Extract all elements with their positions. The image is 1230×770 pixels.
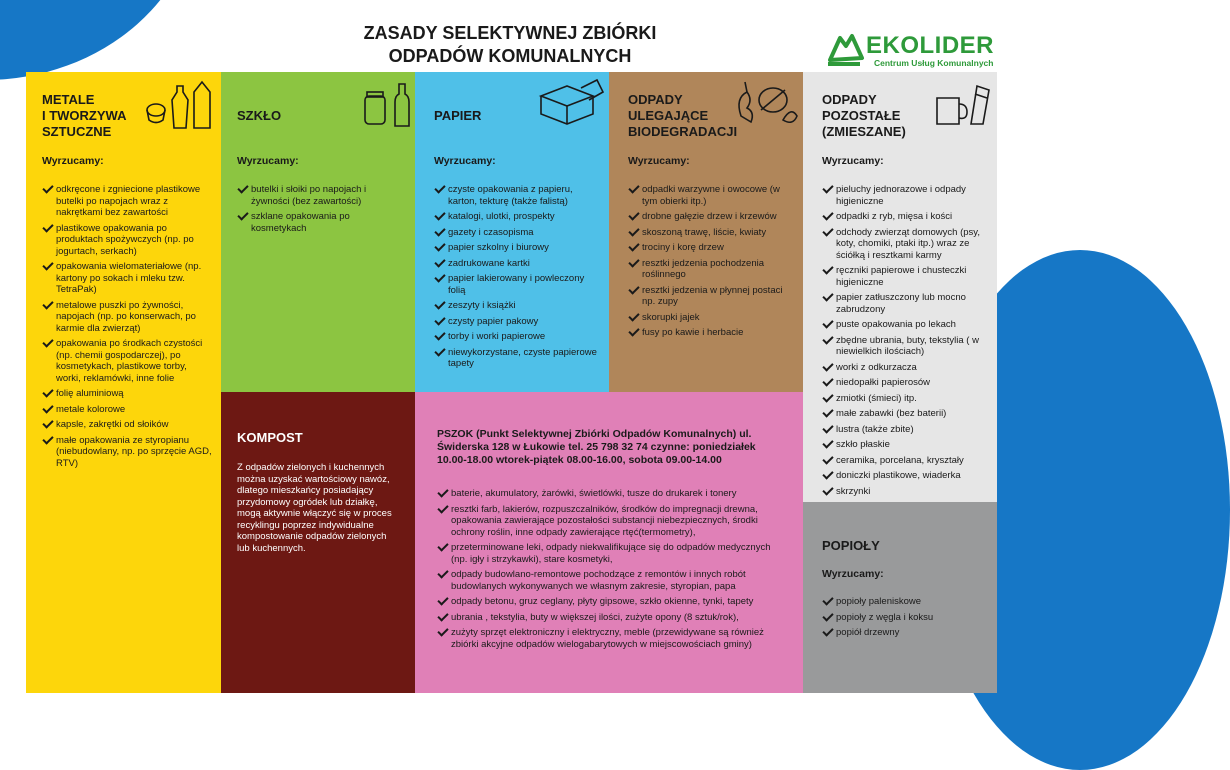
panel-title: POPIOŁY bbox=[822, 538, 880, 553]
checkmark-icon bbox=[437, 502, 448, 513]
list-item bbox=[822, 211, 992, 223]
list-item bbox=[434, 184, 602, 207]
list-item bbox=[628, 184, 796, 207]
paper-box-icon bbox=[537, 78, 605, 128]
list-item bbox=[42, 184, 212, 219]
list-item-text: resztki jedzenia pochodzenia roślinnego bbox=[642, 257, 764, 280]
list-item bbox=[434, 242, 602, 254]
list-item bbox=[822, 439, 992, 451]
checkmark-icon bbox=[434, 225, 445, 236]
list-item bbox=[628, 227, 796, 239]
list-item-text: kapsle, zakrętki od słoików bbox=[56, 419, 169, 430]
list-item-text: puste opakowania po lekach bbox=[836, 319, 956, 330]
list-item-text: popioły paleniskowe bbox=[836, 596, 922, 607]
panel-szklo bbox=[221, 72, 415, 392]
list-item-text: ceramika, porcelana, kryształy bbox=[836, 454, 964, 466]
list-item-text: małe zabawki (bez baterii) bbox=[836, 408, 947, 419]
list-item bbox=[822, 470, 992, 482]
panel-title: KOMPOST bbox=[237, 430, 303, 445]
metale-list bbox=[42, 184, 212, 473]
checkmark-icon bbox=[42, 433, 53, 444]
checkmark-icon bbox=[437, 486, 448, 497]
top-left-blue-shape bbox=[0, 0, 200, 80]
list-item-text: pieluchy jednorazowe i odpady higieniczne bbox=[836, 184, 966, 207]
list-item bbox=[822, 335, 992, 358]
list-item-text: szklane opakowania po kosmetykach bbox=[251, 211, 350, 234]
list-item bbox=[628, 327, 796, 339]
list-item bbox=[628, 312, 796, 324]
list-item-text: baterie, akumulatory, żarówki, świetlówki, tusze do drukarek i tonery bbox=[451, 488, 737, 499]
panel-metale bbox=[26, 72, 221, 693]
checkmark-icon bbox=[42, 298, 53, 309]
page-title: ZASADY SELEKTYWNEJ ZBIÓRKI ODPADÓW KOMUNALNYCH bbox=[363, 23, 657, 66]
checkmark-icon bbox=[822, 360, 833, 371]
list-item-text: metale kolorowe bbox=[56, 403, 126, 415]
pozostale-list bbox=[822, 184, 992, 517]
list-item-text: resztki jedzenia w płynnej postaci np. zupy bbox=[642, 284, 783, 307]
bio-list bbox=[628, 184, 796, 343]
list-item bbox=[822, 486, 992, 498]
list-item-text: odpadki z ryb, mięsa i kości bbox=[836, 211, 953, 222]
checkmark-icon bbox=[822, 263, 833, 274]
glass-jar-icon bbox=[361, 80, 413, 130]
list-item-text: popioły z węgla i koksu bbox=[836, 611, 934, 623]
list-item-text: popiół drzewny bbox=[836, 627, 900, 638]
pszok-heading: PSZOK (Punkt Selektywnej Zbiórki Odpadów Komunalnych) ul. Świderska 128 w Łukowie tel. 25 798 32 74 czynne: poniedziałek 10.00-18.00 wtorek-piątek 08.00-16.00, sobota 09.00-14.00 bbox=[437, 428, 756, 466]
list-item-text: skoszoną trawę, liście, kwiaty bbox=[642, 226, 767, 238]
panel-popioly bbox=[803, 502, 997, 693]
wyrzucamy-label: Wyrzucamy: bbox=[237, 155, 299, 167]
list-item bbox=[628, 258, 796, 281]
checkmark-icon bbox=[437, 540, 448, 551]
list-item-text: opakowania wielomateriałowe (np. kartony po sokach i mleku tzw. TetraPak) bbox=[56, 261, 202, 295]
list-item bbox=[822, 377, 992, 389]
list-item bbox=[237, 184, 407, 207]
list-item bbox=[822, 319, 992, 331]
list-item bbox=[822, 424, 992, 436]
list-item-text: drobne gałęzie drzew i krzewów bbox=[642, 211, 777, 222]
checkmark-icon bbox=[822, 484, 833, 495]
checkmark-icon bbox=[434, 314, 445, 325]
list-item bbox=[822, 227, 992, 262]
papier-list bbox=[434, 184, 602, 374]
list-item-text: worki z odkurzacza bbox=[836, 361, 917, 373]
checkmark-icon bbox=[628, 310, 639, 321]
list-item bbox=[42, 435, 212, 470]
checkmark-icon bbox=[822, 406, 833, 417]
list-item-text: plastikowe opakowania po produktach spożywczych (np. po jogurtach, serkach) bbox=[56, 222, 194, 257]
checkmark-icon bbox=[434, 240, 445, 251]
checkmark-icon bbox=[42, 417, 53, 428]
list-item bbox=[822, 184, 992, 207]
checkmark-icon bbox=[822, 375, 833, 386]
list-item bbox=[42, 338, 212, 384]
list-item-text: przeterminowane leki, odpady niekwalifikujące się do odpadów medycznych (np. igły i strzykawki), stare kosmetyki, bbox=[451, 542, 771, 565]
panel-title: SZKŁO bbox=[237, 108, 282, 123]
panel-title: METALE I TWORZYWA SZTUCZNE bbox=[42, 92, 127, 139]
list-item-text: zmiotki (śmieci) itp. bbox=[836, 392, 917, 404]
logo-subtitle: Centrum Usług Komunalnych bbox=[874, 58, 994, 68]
list-item bbox=[437, 504, 787, 539]
panel-title: PAPIER bbox=[434, 108, 482, 123]
list-item-text: papier zatłuszczony lub mocno zabrudzony bbox=[836, 292, 966, 315]
checkmark-icon bbox=[237, 182, 248, 193]
checkmark-icon bbox=[628, 325, 639, 336]
checkmark-icon bbox=[822, 453, 833, 464]
checkmark-icon bbox=[434, 329, 445, 340]
list-item-text: katalogi, ulotki, prospekty bbox=[448, 211, 555, 222]
wyrzucamy-label: Wyrzucamy: bbox=[434, 155, 496, 167]
wyrzucamy-label: Wyrzucamy: bbox=[822, 568, 884, 580]
recycle-arrow-icon bbox=[826, 30, 866, 68]
list-item-text: niewykorzystane, czyste papierowe tapety bbox=[448, 346, 597, 369]
list-item-text: zeszyty i książki bbox=[448, 300, 516, 311]
checkmark-icon bbox=[42, 259, 53, 270]
list-item-text: szkło płaskie bbox=[836, 439, 890, 450]
bottles-cans-icon bbox=[144, 78, 216, 130]
list-item-text: odpadki warzywne i owocowe (w tym obierki itp.) bbox=[642, 184, 780, 207]
checkmark-icon bbox=[628, 225, 639, 236]
list-item bbox=[42, 404, 212, 416]
list-item bbox=[822, 393, 992, 405]
checkmark-icon bbox=[822, 333, 833, 344]
list-item bbox=[822, 455, 992, 467]
list-item bbox=[42, 388, 212, 400]
pszok-list bbox=[437, 488, 787, 654]
checkmark-icon bbox=[822, 468, 833, 479]
list-item-text: papier lakierowany i powleczony folią bbox=[448, 273, 585, 296]
checkmark-icon bbox=[237, 209, 248, 220]
kompost-description: Z odpadów zielonych i kuchennych można uzyskać wartościowy nawóz, dlatego mieszkańcy posiadający przydomowy ogródek lub działkę, mogą aktywnie włączyć się w proces recyklingu poprzez indywidualne kompostowanie odpadów zielonych lub kuchennych. bbox=[237, 462, 392, 554]
list-item bbox=[42, 300, 212, 335]
list-item-text: odpady budowlano-remontowe pochodzące z remontów i innych robót budowlanych wykonywanych we własnym zakresie, styropian, papa bbox=[451, 569, 746, 592]
checkmark-icon bbox=[42, 336, 53, 347]
list-item-text: zadrukowane kartki bbox=[448, 257, 530, 269]
wyrzucamy-label: Wyrzucamy: bbox=[42, 155, 104, 167]
list-item bbox=[434, 258, 602, 270]
list-item-text: trociny i korę drzew bbox=[642, 242, 724, 253]
checkmark-icon bbox=[822, 625, 833, 636]
list-item bbox=[628, 211, 796, 223]
list-item bbox=[434, 273, 602, 296]
checkmark-icon bbox=[434, 298, 445, 309]
checkmark-icon bbox=[628, 209, 639, 220]
checkmark-icon bbox=[822, 391, 833, 402]
panel-papier bbox=[415, 72, 609, 392]
list-item bbox=[437, 612, 787, 624]
checkmark-icon bbox=[434, 182, 445, 193]
checkmark-icon bbox=[437, 594, 448, 605]
list-item-text: papier szkolny i biurowy bbox=[448, 242, 549, 253]
list-item bbox=[628, 285, 796, 308]
list-item-text: gazety i czasopisma bbox=[448, 226, 534, 238]
list-item-text: odchody zwierząt domowych (psy, koty, chomiki, ptaki itp.) wraz ze ściółką i resztkami karmy bbox=[836, 226, 980, 261]
list-item-text: małe opakowania ze styropianu (niebudowlany, np. po sprzęcie AGD, RTV) bbox=[56, 434, 212, 469]
panel-pszok bbox=[415, 392, 803, 693]
list-item bbox=[434, 316, 602, 328]
checkmark-icon bbox=[822, 225, 833, 236]
checkmark-icon bbox=[42, 182, 53, 193]
szklo-list bbox=[237, 184, 407, 238]
list-item bbox=[434, 347, 602, 370]
apple-leaf-icon bbox=[733, 78, 799, 128]
list-item-text: fusy po kawie i herbacie bbox=[642, 327, 744, 338]
list-item-text: skrzynki bbox=[836, 485, 871, 497]
checkmark-icon bbox=[822, 422, 833, 433]
checkmark-icon bbox=[822, 317, 833, 328]
checkmark-icon bbox=[822, 437, 833, 448]
panel-pozostale bbox=[803, 72, 997, 502]
checkmark-icon bbox=[628, 256, 639, 267]
checkmark-icon bbox=[822, 594, 833, 605]
ekolider-logo bbox=[826, 26, 1002, 72]
list-item bbox=[822, 265, 992, 288]
list-item-text: czyste opakowania z papieru, karton, tekturę (także falistą) bbox=[448, 184, 573, 207]
list-item-text: doniczki plastikowe, wiaderka bbox=[836, 470, 961, 481]
list-item bbox=[822, 612, 992, 624]
list-item bbox=[42, 261, 212, 296]
list-item bbox=[437, 596, 787, 608]
list-item-text: czysty papier pakowy bbox=[448, 315, 539, 327]
list-item-text: lustra (także zbite) bbox=[836, 423, 914, 435]
checkmark-icon bbox=[437, 610, 448, 621]
list-item bbox=[437, 627, 787, 650]
checkmark-icon bbox=[434, 256, 445, 267]
checkmark-icon bbox=[42, 221, 53, 232]
list-item-text: odkręcone i zgniecione plastikowe butelki po napojach wraz z nakrętkami bez zawartości bbox=[56, 184, 201, 218]
list-item-text: resztki farb, lakierów, rozpuszczalników, środków do impregnacji drewna, opakowania zawierające pozostałości substancji niebezpiecznych, środki ochrony roślin, inne odpady zawierające rtęć(termometry), bbox=[451, 503, 758, 538]
list-item-text: folię aluminiową bbox=[56, 388, 124, 399]
list-item-text: metalowe puszki po żywności, napojach (np. po konserwach, po karmie dla zwierząt) bbox=[56, 299, 196, 334]
checkmark-icon bbox=[822, 610, 833, 621]
panel-bio bbox=[609, 72, 803, 392]
list-item bbox=[434, 211, 602, 223]
wyrzucamy-label: Wyrzucamy: bbox=[628, 155, 690, 167]
list-item bbox=[822, 408, 992, 420]
list-item-text: skorupki jajek bbox=[642, 311, 700, 323]
mug-trash-icon bbox=[931, 80, 993, 130]
list-item bbox=[434, 331, 602, 343]
list-item-text: niedopałki papierosów bbox=[836, 377, 931, 388]
checkmark-icon bbox=[42, 402, 53, 413]
logo-name: EKOLIDER bbox=[866, 32, 995, 59]
list-item bbox=[628, 242, 796, 254]
checkmark-icon bbox=[628, 283, 639, 294]
panel-title: ODPADY POZOSTAŁE (ZMIESZANE) bbox=[822, 92, 906, 139]
checkmark-icon bbox=[434, 345, 445, 356]
list-item-text: butelki i słoiki po napojach i żywności (bez zawartości) bbox=[251, 184, 367, 207]
list-item bbox=[437, 542, 787, 565]
list-item bbox=[437, 488, 787, 500]
list-item bbox=[237, 211, 407, 234]
list-item-text: torby i worki papierowe bbox=[448, 331, 546, 342]
checkmark-icon bbox=[42, 386, 53, 397]
checkmark-icon bbox=[434, 271, 445, 282]
list-item bbox=[822, 362, 992, 374]
wyrzucamy-label: Wyrzucamy: bbox=[822, 155, 884, 167]
list-item bbox=[434, 227, 602, 239]
list-item-text: ubrania , tekstylia, buty w większej ilości, zużyte opony (8 sztuk/rok), bbox=[451, 611, 739, 623]
checkmark-icon bbox=[628, 240, 639, 251]
checkmark-icon bbox=[628, 182, 639, 193]
checkmark-icon bbox=[822, 182, 833, 193]
list-item bbox=[822, 292, 992, 315]
list-item bbox=[822, 596, 992, 608]
list-item-text: zbędne ubrania, buty, tekstylia ( w niewielkich ilościach) bbox=[836, 334, 979, 357]
checkmark-icon bbox=[437, 567, 448, 578]
list-item bbox=[822, 627, 992, 639]
checkmark-icon bbox=[822, 290, 833, 301]
list-item bbox=[42, 419, 212, 431]
list-item bbox=[42, 223, 212, 258]
checkmark-icon bbox=[822, 209, 833, 220]
list-item-text: ręczniki papierowe i chusteczki higieniczne bbox=[836, 265, 967, 288]
list-item bbox=[437, 569, 787, 592]
panel-kompost bbox=[221, 392, 415, 693]
list-item-text: zużyty sprzęt elektroniczny i elektryczny, meble (przewidywane są również zbiórki akcyjne odpadów wielogabarytowych w miejscowościach gminy) bbox=[451, 627, 764, 650]
list-item-text: odpady betonu, gruz ceglany, płyty gipsowe, szkło okienne, tynki, tapety bbox=[451, 596, 754, 607]
checkmark-icon bbox=[437, 625, 448, 636]
popioly-list bbox=[822, 596, 992, 643]
checkmark-icon bbox=[434, 209, 445, 220]
list-item bbox=[434, 300, 602, 312]
list-item-text: opakowania po środkach czystości (np. chemii gospodarczej), po kosmetykach, plastikowe torby, worki, reklamówki, inne folie bbox=[56, 338, 203, 384]
panel-title: ODPADY ULEGAJĄCE BIODEGRADACJI bbox=[628, 92, 738, 139]
